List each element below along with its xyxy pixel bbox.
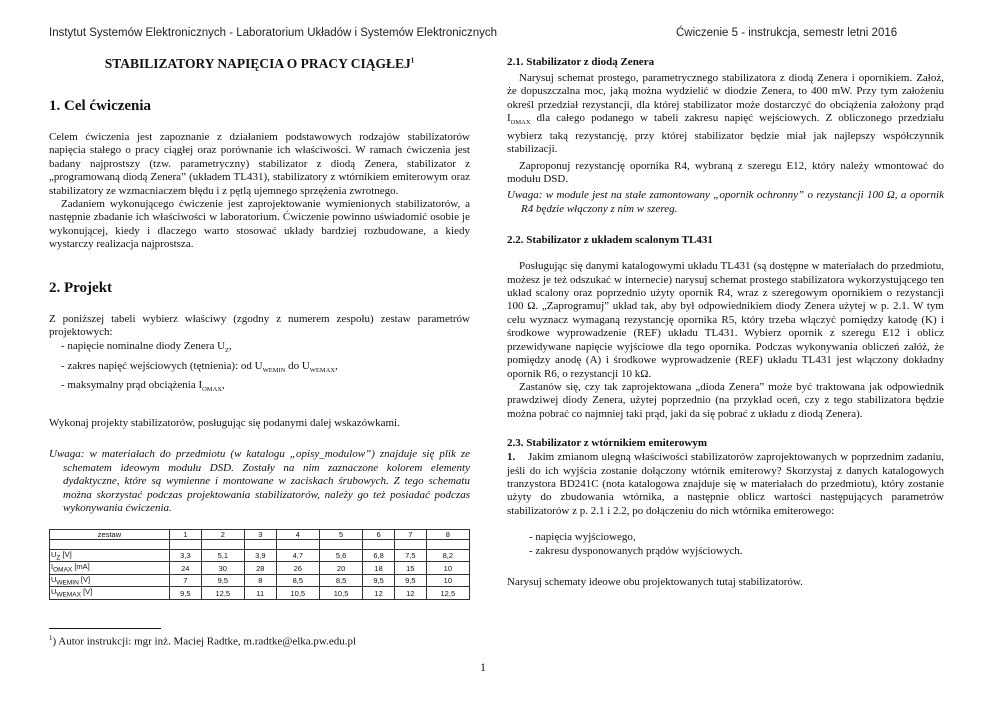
table-cell: 18: [363, 562, 395, 575]
table-cell: 9,5: [201, 574, 244, 587]
table-row-label: $I_{OMAX}$ [mA]: [50, 562, 170, 575]
table-header-cell: 2: [201, 530, 244, 540]
table-row-label: $U_Z$ [V]: [50, 549, 170, 562]
table-cell: 12: [394, 587, 426, 600]
table-row: [50, 574, 470, 587]
table-row-label: $U_{WEMIN}$ [V]: [50, 574, 170, 587]
section-2-3-paragraph-1: 1. Jakim zmianom ulegną właściwości stabilizatorów zaprojektowanych w poprzednim zadaniu, jeśli do ich wyjścia zostanie dołączony wtórnik emiterowy? Skorzystaj z danych katalogowych tranzystora BD241C (nota katalogowa znajduje się w materiałach do przedmiotu), który zostanie użyty do zbudowania wtórnika, a następnie oblicz wartości następujących parametrów stabilizatorów z p. 2.1 i 2.2, po dołączeniu do nich wtórnika emiterowego:: [507, 451, 944, 517]
table-cell: 10: [426, 574, 469, 587]
table-header-cell: 6: [363, 530, 395, 540]
table-cell: 10,5: [319, 587, 362, 600]
section-2-note: Uwaga: w materiałach do przedmiotu (w katalogu „opisy_modulow”) znajduje się plik ze schematem ideowym modułu DSD. Zostały na nim zaznaczone kolorem elementy dydaktyczne, które są wymienne i montowane w zaciskach śrubowych. Z tego schematu można skorzystać podczas projektowania stabilizatorów, należy go też posiadać podczas wykonywania ćwiczenia.: [49, 448, 470, 515]
table-header-cell: 4: [276, 530, 319, 540]
section-2-1-note: Uwaga: w module jest na stałe zamontowany „opornik ochronny” o rezystancji 100 Ω, a opornik R4 będzie włączony z nim w szereg.: [507, 189, 944, 215]
section-2-3-paragraph-2: Narysuj schematy ideowe obu projektowanych tutaj stabilizatorów.: [507, 576, 803, 589]
table-cell: 3,9: [244, 549, 276, 562]
table-spacer-row: [50, 540, 470, 550]
section-2-2-heading: 2.2. Stabilizator z układem scalonym TL431: [507, 234, 713, 247]
footnote-separator: [49, 628, 161, 629]
table-cell: 26: [276, 562, 319, 575]
table-cell: 11: [244, 587, 276, 600]
section-2-3-list-item: - zakresu dysponowanych prądów wyjściowych.: [529, 545, 743, 558]
section-2-3-list: [507, 530, 944, 558]
section-2-1-heading: 2.1. Stabilizator z diodą Zenera: [507, 56, 655, 68]
table-cell: 3,3: [169, 549, 201, 562]
table-header-cell: 8: [426, 530, 469, 540]
parameter-item-iomax: - maksymalny prąd obciążenia $I_{OMAX}$,: [61, 378, 225, 394]
table-cell: 5,1: [201, 549, 244, 562]
left-column: [49, 56, 470, 600]
table-cell: 5,6: [319, 549, 362, 562]
table-header-cell: 7: [394, 530, 426, 540]
table-header-cell: 5: [319, 530, 362, 540]
table-cell: 12,5: [201, 587, 244, 600]
table-cell: 9,5: [363, 574, 395, 587]
table-row: [50, 587, 470, 600]
section-2-paragraph-1: Z poniższej tabeli wybierz właściwy (zgodny z numerem zespołu) zestaw parametrów projektowych:: [49, 312, 470, 339]
section-2-1-paragraph-2: Zaproponuj rezystancję opornika R4, wybraną z szeregu E12, który należy wmontować do modułu DSD.: [507, 159, 944, 186]
table-cell: 4,7: [276, 549, 319, 562]
document-title: STABILIZATORY NAPIĘCIA O PRACY CIĄGŁEJ$^1$: [104, 56, 415, 71]
table-row-label: $U_{WEMAX}$ [V]: [50, 587, 170, 600]
right-column: [507, 56, 944, 590]
table-cell: 7: [169, 574, 201, 587]
section-2-2-paragraph-1: Posługując się danymi katalogowymi układu TL431 (są dostępne w materiałach do przedmiotu, możesz je też odszukać w internecie) narysuj schemat prostego stabilizatora wykorzystującego ten układ scalony oraz poprzednio użyty opornik R4, wraz z szeregowym opornikiem o rezystancji 100 Ω. „Zaprogramuj” układ tak, aby był odpowiednikiem diody Zenera użytej w p. 2.1. W tym celu wyznacz wymaganą rezystancję opornika R5, który trzeba włączyć pomiędzy katodę (K) i środkowe wyprowadzenie (REF) układu TL431. Wybierz opornik z szeregu E12 i oblicz przewidywane napięcie wyjściowe dla tego opornika. Podczas wykonywania obliczeń załóż, że pomiędzy anodę (A) i środkowe wyprowadzenie (REF) układu TL431 jest włączony dokładny opornik R6, o rezystancji 10 kΩ.: [507, 260, 944, 380]
section-2-3-item-number: 1.: [507, 451, 516, 464]
section-1-paragraph-1: Celem ćwiczenia jest zapoznanie z działaniem podstawowych rodzajów stabilizatorów napięcia stałego o pracy ciągłej oraz porównanie ich właściwości. W ramach ćwiczenia jest badany najprostszy (tzw. parametryczny) stabilizator z diodą Zenera, stabilizator z „programowaną diodą Zenera” (układem TL431), stabilizatory z wtórnikiem emiterowym oraz stabilizatory ze wzmacniaczem błędu i z pętlą ujemnego sprzężenia zwrotnego.: [49, 131, 470, 197]
table-cell: 10: [426, 562, 469, 575]
footnote: $^1$) Autor instrukcji: mgr inż. Maciej Radtke, m.radtke@elka.pw.edu.pl: [49, 634, 357, 648]
table-cell: 10,5: [276, 587, 319, 600]
table-header-cell: zestaw: [50, 530, 170, 540]
table-cell: 30: [201, 562, 244, 575]
table-cell: 12: [363, 587, 395, 600]
parameter-item-uz: - napięcie nominalne diody Zenera $U_Z$,: [61, 340, 232, 355]
table-row: [50, 562, 470, 575]
table-row: [50, 549, 470, 562]
table-cell: 8,2: [426, 549, 469, 562]
table-cell: 9,5: [169, 587, 201, 600]
section-2-3-heading: 2.3. Stabilizator z wtórnikiem emiterowym: [507, 437, 707, 450]
parameter-table: [49, 529, 470, 600]
table-header-cell: 3: [244, 530, 276, 540]
table-cell: 6,8: [363, 549, 395, 562]
section-2-heading: 2. Projekt: [49, 279, 113, 296]
table-header-row: [50, 530, 470, 540]
table-cell: 8,5: [276, 574, 319, 587]
header-right: Ćwiczenie 5 - instrukcja, semestr letni 2016: [676, 27, 898, 39]
table-cell: 15: [394, 562, 426, 575]
table-cell: 9,5: [394, 574, 426, 587]
table-cell: 28: [244, 562, 276, 575]
parameter-item-uwe: - zakres napięć wejściowych (tętnienia): od $U_{WEMIN}$ do $U_{WEMAX}$,: [61, 359, 338, 374]
table-header-cell: 1: [169, 530, 201, 540]
table-cell: 8: [244, 574, 276, 587]
title-footnote-mark: 1: [410, 56, 415, 65]
section-2-2-paragraph-2: Zastanów się, czy tak zaprojektowana „dioda Zenera” może być traktowana jak odpowiednik prawdziwej diody Zenera, użytej poprzednio (na przykład oceń, czy z tego stabilizatora będzie można pobrać co najmniej taki prąd, jaki da się pobrać z układu z diodą Zenera).: [507, 380, 944, 420]
section-2-3-list-item: - napięcia wyjściowego,: [529, 531, 636, 544]
header-left: Instytut Systemów Elektronicznych - Laboratorium Układów i Systemów Elektronicznych: [49, 27, 498, 39]
section-2-1-paragraph-1: Narysuj schemat prostego, parametrycznego stabilizatora z diodą Zenera i opornikiem. Założ, że dopuszczalna moc, jaką można wydzielić w diodzie Zenera, to 400 mW. Przy tym założeniu określ przedział rezystancji, dla której stabilizator może dostarczyć do obciążenia założony prąd $I_{OMAX}$ dla całego podanego w tabeli zakresu napięć wejściowych. Z obliczonego przedziału wybierz taką rezystancję, przy której stabilizator będzie miał jak najlepszy współczynnik stabilizacji.: [507, 72, 944, 156]
table-cell: 12,5: [426, 587, 469, 600]
section-2-paragraph-2: Wykonaj projekty stabilizatorów, posługując się podanymi dalej wskazówkami.: [49, 417, 400, 430]
table-cell: 7,5: [394, 549, 426, 562]
table-cell: 24: [169, 562, 201, 575]
section-1-paragraph-2: Zadaniem wykonującego ćwiczenie jest zaprojektowanie wymienionych stabilizatorów, a następnie zbadanie ich właściwości w laboratorium. Ćwiczenie powinno uświadomić osobie je wykonującej, kiedy i dlaczego warto stosować układy bardziej rozbudowane, a kiedy wystarczy realizacja najprostsza.: [49, 198, 470, 251]
table-cell: 8,5: [319, 574, 362, 587]
page-number: 1: [480, 660, 486, 674]
table-cell: 20: [319, 562, 362, 575]
section-1-heading: 1. Cel ćwiczenia: [49, 98, 152, 114]
parameter-list: [49, 339, 470, 397]
